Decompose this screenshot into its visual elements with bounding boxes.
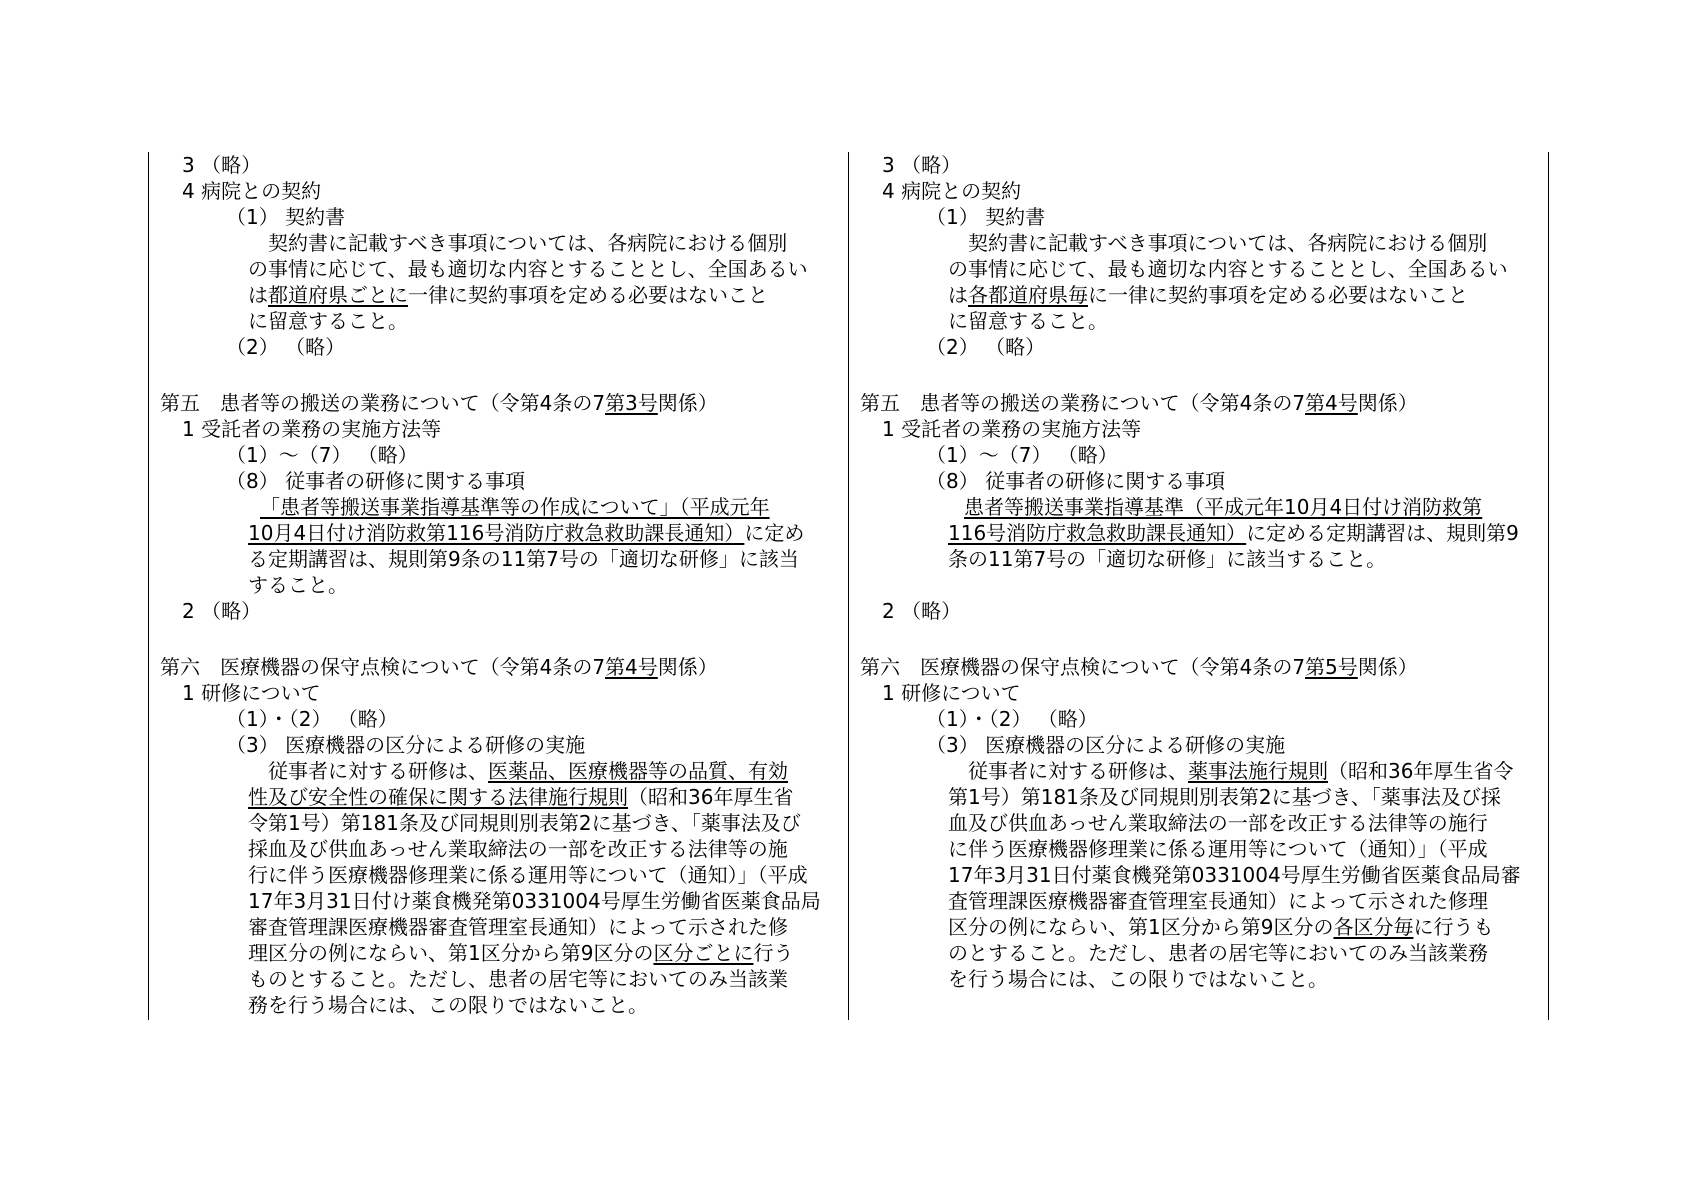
paragraph-line: 17年3月31日付薬食機発第0331004号厚生労働省医薬食品局審	[948, 863, 1521, 887]
table-border-right	[1548, 152, 1549, 1020]
text-run: 行う	[753, 941, 794, 965]
section-5-heading	[860, 390, 1542, 416]
text-run: に一律に契約事項を定める必要はないこと	[1088, 283, 1468, 307]
text-run: 第五 患者等の搬送の業務について（令第4条の7	[860, 391, 1306, 415]
amended-phrase: 116号消防庁救急救助課長通知）	[948, 521, 1247, 545]
amended-phrase: 区分ごとに	[653, 941, 754, 965]
paragraph-line	[160, 758, 842, 784]
item-4-1-heading: （1） 契約書	[926, 205, 1046, 229]
paragraph-line: 条の11第7号の「適切な研修」に該当すること。	[948, 547, 1387, 571]
paragraph-line: 令第1号）第181条及び同規則別表第2に基づき、「薬事法及び	[248, 811, 801, 835]
text-run: 第六 医療機器の保守点検について（令第4条の7	[860, 655, 1306, 679]
section-6-heading	[160, 654, 842, 680]
amended-phrase: 薬事法施行規則	[1188, 759, 1328, 783]
section-5-item-1-1: （1）〜（7） （略）	[226, 443, 418, 467]
paragraph-line: 査管理課医療機器審査管理室長通知）によって示された修理	[948, 889, 1488, 913]
paragraph-line	[160, 940, 842, 966]
text-run: 従事者に対する研修は、	[268, 759, 488, 783]
amended-phrase: 医薬品、医療機器等の品質、有効	[488, 759, 788, 783]
paragraph-line	[860, 282, 1542, 308]
section-5-item-1-8: （8） 従事者の研修に関する事項	[226, 469, 526, 493]
item-3: 3 （略）	[182, 153, 262, 177]
paragraph-line: 採血及び供血あっせん業取締法の一部を改正する法律等の施	[248, 837, 788, 861]
amended-phrase: 第4号	[1305, 391, 1358, 415]
text-run: 関係）	[1357, 391, 1418, 415]
amended-phrase: 10月4日付け消防救第116号消防庁救急救助課長通知）	[248, 521, 745, 545]
section-6-item-1-3: （3） 医療機器の区分による研修の実施	[226, 733, 586, 757]
section-5-item-1: 1 受託者の業務の実施方法等	[882, 417, 1142, 441]
section-5-item-2: 2 （略）	[182, 599, 262, 623]
paragraph-line: 契約書に記載すべき事項については、各病院における個別	[268, 231, 788, 255]
section-6-heading	[860, 654, 1542, 680]
amended-phrase: 「患者等搬送事業指導基準等の作成について」（平成元年	[260, 495, 770, 519]
paragraph-line	[160, 282, 842, 308]
section-6-item-1-12: （1）・（2） （略）	[926, 707, 1098, 731]
text-run: 理区分の例にならい、第1区分から第9区分の	[248, 941, 654, 965]
section-6-item-1-3: （3） 医療機器の区分による研修の実施	[926, 733, 1286, 757]
table-border-middle	[848, 152, 849, 1020]
paragraph-line	[160, 494, 842, 520]
paragraph-line: ものとすること。ただし、患者の居宅等においてのみ当該業	[248, 967, 788, 991]
paragraph-line: すること。	[248, 573, 348, 597]
paragraph-line: 務を行う場合には、この限りではないこと。	[248, 993, 648, 1017]
paragraph-line: る定期講習は、規則第9条の11第7号の「適切な研修」に該当	[248, 547, 799, 571]
paragraph-line: 17年3月31日付け薬食機発第0331004号厚生労働省医薬食品局	[248, 889, 821, 913]
paragraph-line	[160, 784, 842, 810]
paragraph-line: に留意すること。	[248, 309, 408, 333]
paragraph-line: 第1号）第181条及び同規則別表第2に基づき、「薬事法及び採	[948, 785, 1501, 809]
paragraph-line	[160, 520, 842, 546]
text-run: に定め	[744, 521, 805, 545]
amended-phrase: 第5号	[1305, 655, 1358, 679]
section-6-item-1: 1 研修について	[182, 681, 321, 705]
text-run: 関係）	[1357, 655, 1418, 679]
text-run: は	[948, 283, 968, 307]
paragraph-line: を行う場合には、この限りではないこと。	[948, 967, 1328, 991]
item-4-heading: 4 病院との契約	[882, 179, 1022, 203]
text-run: に定める定期講習は、規則第9	[1246, 521, 1519, 545]
amended-phrase: 各都道府県毎	[968, 283, 1088, 307]
item-4-2: （2） （略）	[226, 335, 346, 359]
paragraph-line: 契約書に記載すべき事項については、各病院における個別	[968, 231, 1488, 255]
text-run: 区分の例にならい、第1区分から第9区分の	[948, 915, 1334, 939]
text-run: 関係）	[657, 655, 718, 679]
text-run: （昭和36年厚生省令	[1328, 759, 1514, 783]
paragraph-line: に留意すること。	[948, 309, 1108, 333]
paragraph-line: 行に伴う医療機器修理業に係る運用等について（通知）」（平成	[248, 863, 808, 887]
amended-phrase: 第3号	[605, 391, 658, 415]
amended-phrase: 都道府県ごとに	[268, 283, 408, 307]
paragraph-line: 血及び供血あっせん業取締法の一部を改正する法律等の施行	[948, 811, 1488, 835]
table-border-left	[148, 152, 149, 1020]
item-3: 3 （略）	[882, 153, 962, 177]
amended-phrase: 性及び安全性の確保に関する法律施行規則	[248, 785, 628, 809]
section-6-item-1: 1 研修について	[882, 681, 1021, 705]
amended-phrase: 第4号	[605, 655, 658, 679]
text-run: に行うも	[1413, 915, 1494, 939]
paragraph-line: の事情に応じて、最も適切な内容とすることとし、全国あるい	[948, 257, 1508, 281]
paragraph-line	[860, 914, 1542, 940]
item-4-1-heading: （1） 契約書	[226, 205, 346, 229]
section-6-item-1-12: （1）・（2） （略）	[226, 707, 398, 731]
amended-phrase: 各区分毎	[1333, 915, 1414, 939]
text-run: （昭和36年厚生省	[628, 785, 794, 809]
item-4-2: （2） （略）	[926, 335, 1046, 359]
section-5-item-1: 1 受託者の業務の実施方法等	[182, 417, 442, 441]
section-5-heading	[160, 390, 842, 416]
paragraph-line: 審査管理課医療機器審査管理室長通知）によって示された修	[248, 915, 788, 939]
amended-phrase: 患者等搬送事業指導基準（平成元年10月4日付け消防救第	[964, 495, 1483, 519]
section-5-item-1-1: （1）〜（7） （略）	[926, 443, 1118, 467]
paragraph-line: の事情に応じて、最も適切な内容とすることとし、全国あるい	[248, 257, 808, 281]
text-run: は	[248, 283, 268, 307]
section-5-item-1-8: （8） 従事者の研修に関する事項	[926, 469, 1226, 493]
paragraph-line	[860, 520, 1542, 546]
text-run: 関係）	[657, 391, 718, 415]
text-run: 第六 医療機器の保守点検について（令第4条の7	[160, 655, 606, 679]
text-run: 一律に契約事項を定める必要はないこと	[408, 283, 768, 307]
paragraph-line	[860, 758, 1542, 784]
text-run: 第五 患者等の搬送の業務について（令第4条の7	[160, 391, 606, 415]
paragraph-line: に伴う医療機器修理業に係る運用等について（通知）」（平成	[948, 837, 1488, 861]
item-4-heading: 4 病院との契約	[182, 179, 322, 203]
paragraph-line: のとすること。ただし、患者の居宅等においてのみ当該業務	[948, 941, 1488, 965]
paragraph-line	[860, 494, 1542, 520]
section-5-item-2: 2 （略）	[882, 599, 962, 623]
text-run: 従事者に対する研修は、	[968, 759, 1188, 783]
